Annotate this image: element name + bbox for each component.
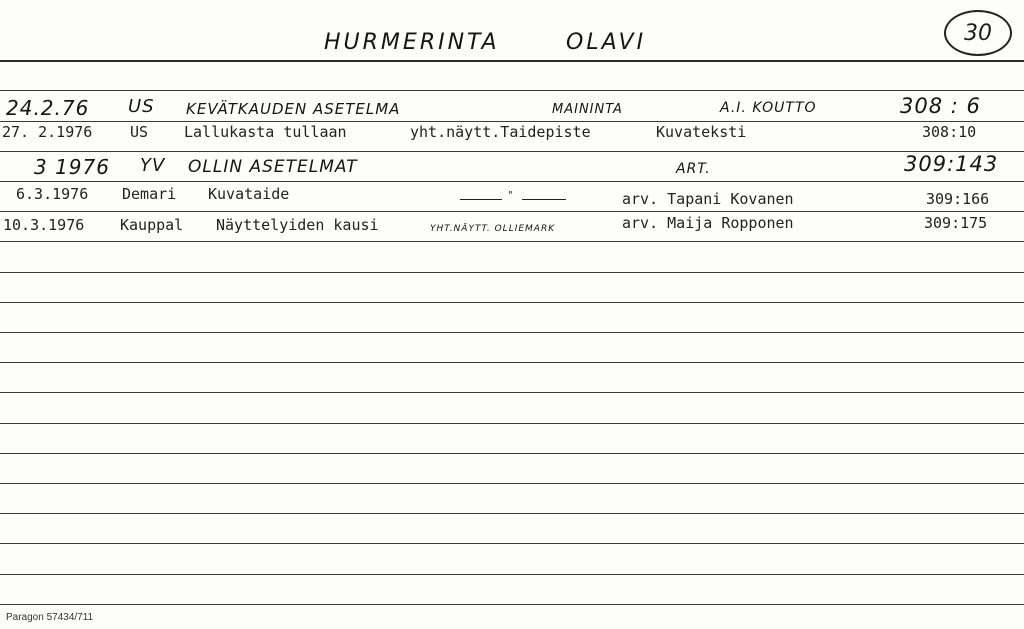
entry-paper: US: [130, 123, 149, 141]
entry-date: 10.3.1976: [3, 216, 85, 234]
entry-exhibition: yht.näytt.Taidepiste: [410, 123, 591, 141]
entry-critic: A.I. KOUTTO: [720, 100, 817, 116]
entry-title: Näyttelyiden kausi: [216, 216, 379, 234]
ruled-line: [0, 574, 1024, 575]
ruled-line: [0, 543, 1024, 544]
print-code: Paragon 57434/711: [6, 612, 94, 623]
entry-date: 27. 2.1976: [2, 123, 93, 141]
ruled-line: [0, 211, 1024, 212]
ruled-line: [0, 483, 1024, 484]
entry-ref: 309:175: [924, 214, 988, 232]
entry-critic: arv. Tapani Kovanen: [622, 190, 794, 208]
ruled-line: [0, 423, 1024, 424]
entry-paper: YV: [140, 155, 166, 176]
entry-title: OLLIN ASETELMAT: [188, 157, 358, 177]
entry-ref: 309:166: [926, 190, 990, 208]
ruled-line: [0, 151, 1024, 152]
ruled-line: [0, 121, 1024, 122]
ruled-line: [0, 272, 1024, 273]
ruled-line: [0, 604, 1024, 605]
ruled-line: [0, 241, 1024, 242]
ruled-line: [0, 302, 1024, 303]
header-rule: [0, 60, 1024, 62]
ditto-mark: ": [508, 190, 514, 201]
ditto-dash-left: [460, 199, 502, 200]
entry-title: Kuvataide: [208, 185, 290, 203]
firstname: OLAVI: [566, 30, 647, 55]
ruled-line: [0, 513, 1024, 514]
ruled-line: [0, 453, 1024, 454]
entry-paper: Kauppal: [120, 216, 184, 234]
entry-date: 3 1976: [34, 155, 110, 179]
entry-type: Kuvateksti: [656, 123, 747, 141]
card-number-text: 30: [964, 20, 992, 46]
ruled-line: [0, 332, 1024, 333]
entry-exhibition: YHT.NÄYTT. OLLIEMARK: [430, 224, 556, 234]
entry-title: KEVÄTKAUDEN ASETELMA: [186, 100, 401, 118]
entry-type: ART.: [676, 161, 711, 177]
entry-critic: arv. Maija Ropponen: [622, 214, 794, 232]
ruled-line: [0, 362, 1024, 363]
ruled-line: [0, 90, 1024, 91]
ruled-line: [0, 392, 1024, 393]
entry-title: Lallukasta tullaan: [184, 123, 347, 141]
entry-type: MAININTA: [552, 102, 623, 117]
entry-ref: 308 : 6: [900, 94, 981, 118]
card-number: [944, 10, 1012, 56]
ruled-line: [0, 181, 1024, 182]
entry-ref: 309:143: [904, 152, 999, 176]
ditto-dash-right: [522, 199, 566, 200]
entry-date: 24.2.76: [6, 96, 90, 120]
entry-paper: US: [128, 96, 155, 117]
entry-paper: Demari: [122, 185, 177, 203]
entry-date: 6.3.1976: [16, 185, 89, 203]
entry-ref: 308:10: [922, 123, 977, 141]
surname: HURMERINTA: [324, 30, 500, 55]
